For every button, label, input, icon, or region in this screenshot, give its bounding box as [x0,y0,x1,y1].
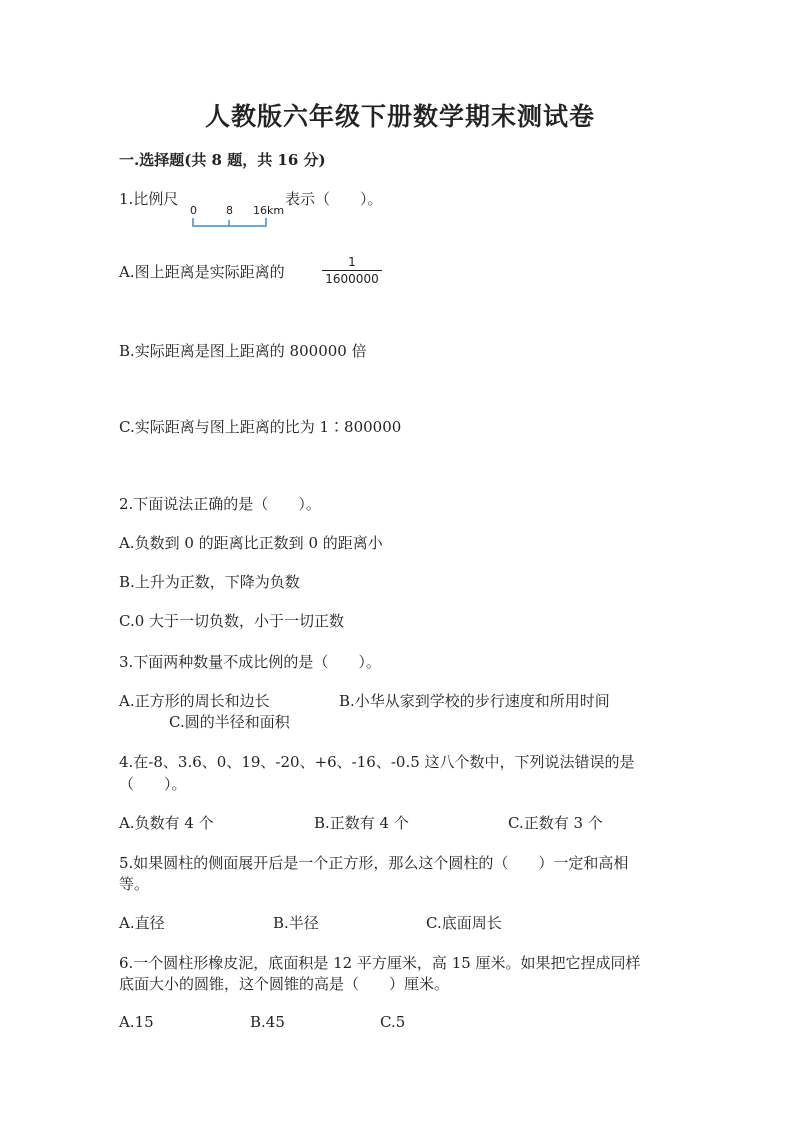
q1-option-c: C.实际距离与图上距离的比为 1∶800000 [119,418,402,436]
question-2-stem: 2.下面说法正确的是（ ）。 [119,495,321,513]
section-heading: 一.选择题(共 8 题，共 16 分) [119,151,326,169]
q6-option-b: B.45 [250,1013,285,1031]
question-4-stem-line1: 4.在-8、3.6、0、19、-20、+6、-16、-0.5 这八个数中，下列说法错误的是 [119,753,635,771]
scale-bar-line [193,218,266,226]
fraction-denominator: 1600000 [325,272,379,286]
fraction-numerator: 1 [348,255,356,269]
q5-option-c: C.底面周长 [426,914,502,932]
page-title: 人教版六年级下册数学期末测试卷 [204,102,595,131]
question-6-stem-line2: 底面大小的圆锥，这个圆锥的高是（ ）厘米。 [119,975,450,993]
q1-option-b: B.实际距离是图上距离的 800000 倍 [119,342,367,360]
q3-option-c: C.圆的半径和面积 [169,713,290,731]
scale-label-8: 8 [226,204,233,217]
q6-option-c: C.5 [380,1013,406,1031]
q2-option-c: C.0 大于一切负数，小于一切正数 [119,612,345,630]
q3-option-a: A.正方形的周长和边长 [119,692,270,710]
q5-option-a: A.直径 [119,914,165,932]
scale-bar-diagram [187,202,285,232]
q1-option-a: A.图上距离是实际距离的 [119,263,285,281]
question-4-stem-line2: （ ）。 [119,775,187,793]
q4-option-a: A.负数有 4 个 [119,814,214,832]
question-1-stem-start: 1.比例尺 [119,190,179,208]
q4-option-b: B.正数有 4 个 [314,814,409,832]
question-6-stem-line1: 6.一个圆柱形橡皮泥，底面积是 12 平方厘米，高 15 厘米。如果把它捏成同样 [119,954,641,972]
scale-label-0: 0 [190,204,197,217]
q5-option-b: B.半径 [273,914,319,932]
q1-option-a-fraction [322,255,382,286]
fraction-bar [322,270,382,271]
q2-option-a: A.负数到 0 的距离比正数到 0 的距离小 [119,534,383,552]
q2-option-b: B.上升为正数，下降为负数 [119,573,300,591]
question-3-stem: 3.下面两种数量不成比例的是（ ）。 [119,653,381,671]
q3-option-b: B.小华从家到学校的步行速度和所用时间 [339,692,610,710]
question-1-stem-end: 表示（ ）。 [285,190,383,208]
q4-option-c: C.正数有 3 个 [508,814,603,832]
scale-label-16km: 16km [253,204,285,217]
question-5-stem-line2: 等。 [119,875,150,893]
q6-option-a: A.15 [119,1013,154,1031]
question-5-stem-line1: 5.如果圆柱的侧面展开后是一个正方形，那么这个圆柱的（ ）一定和高相 [119,854,629,872]
